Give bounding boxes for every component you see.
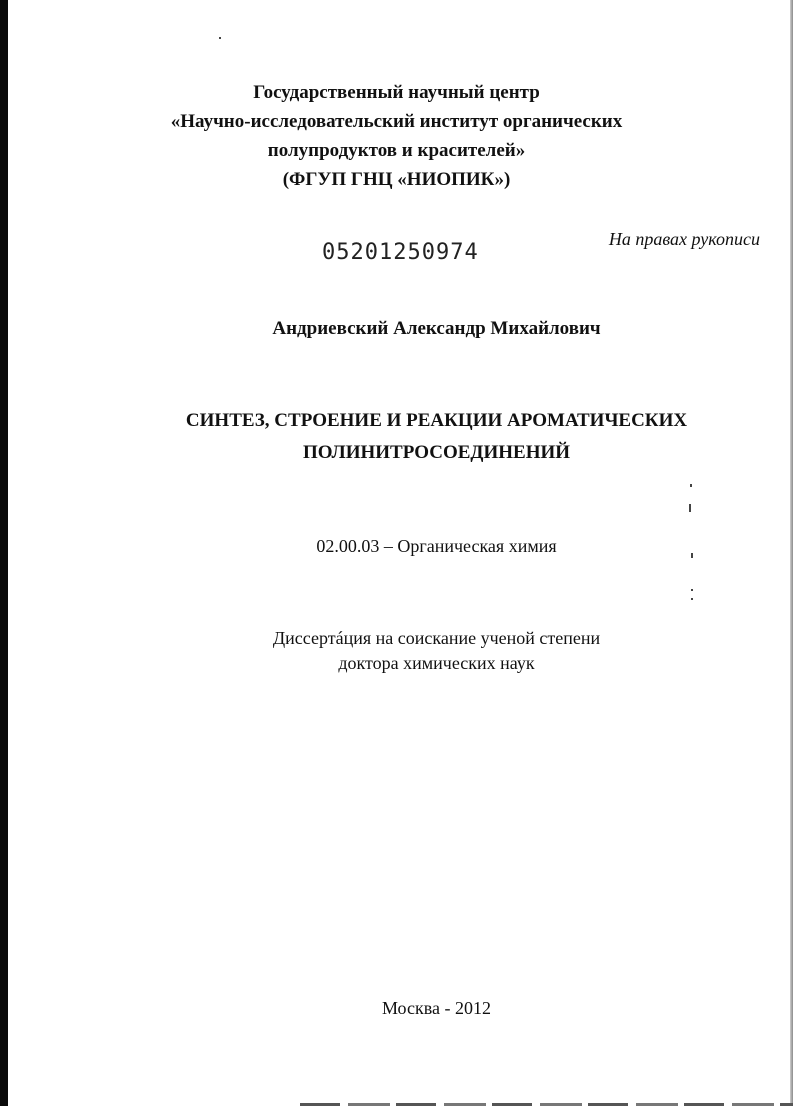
dissertation-title	[40, 405, 793, 469]
institute-block	[0, 78, 793, 194]
archive-number-stamp: 05201250974	[322, 240, 479, 265]
scan-speck	[691, 589, 693, 591]
scan-speck	[689, 504, 691, 512]
institute-line-4: (ФГУП ГНЦ «НИОПИК»)	[282, 169, 511, 190]
title-line-1: СИНТЕЗ, СТРОЕНИЕ И РЕАКЦИИ АРОМАТИЧЕСКИХ	[185, 410, 688, 431]
specialty-code: 02.00.03 – Органическая химия	[316, 536, 557, 556]
scan-speck	[691, 598, 693, 600]
institute-line-1: Государственный научный центр	[253, 82, 540, 103]
degree-statement	[40, 626, 793, 676]
title-line-2: ПОЛИНИТРОСОЕДИНЕНИЙ	[302, 442, 571, 463]
scan-speck	[690, 484, 692, 487]
institute-line-3: полупродуктов и красителей»	[267, 140, 526, 161]
place-and-year: Москва - 2012	[382, 998, 491, 1018]
author-name: Андриевский Александр Михайлович	[272, 318, 601, 339]
institute-line-2: «Научно-исследовательский институт органических	[170, 111, 623, 132]
degree-line-2: доктора химических наук	[338, 653, 535, 673]
scan-speck	[219, 37, 221, 39]
degree-line-1: Диссертáция на соискание ученой степени	[272, 628, 601, 648]
manuscript-rights-note: На правах рукописи	[608, 229, 760, 249]
